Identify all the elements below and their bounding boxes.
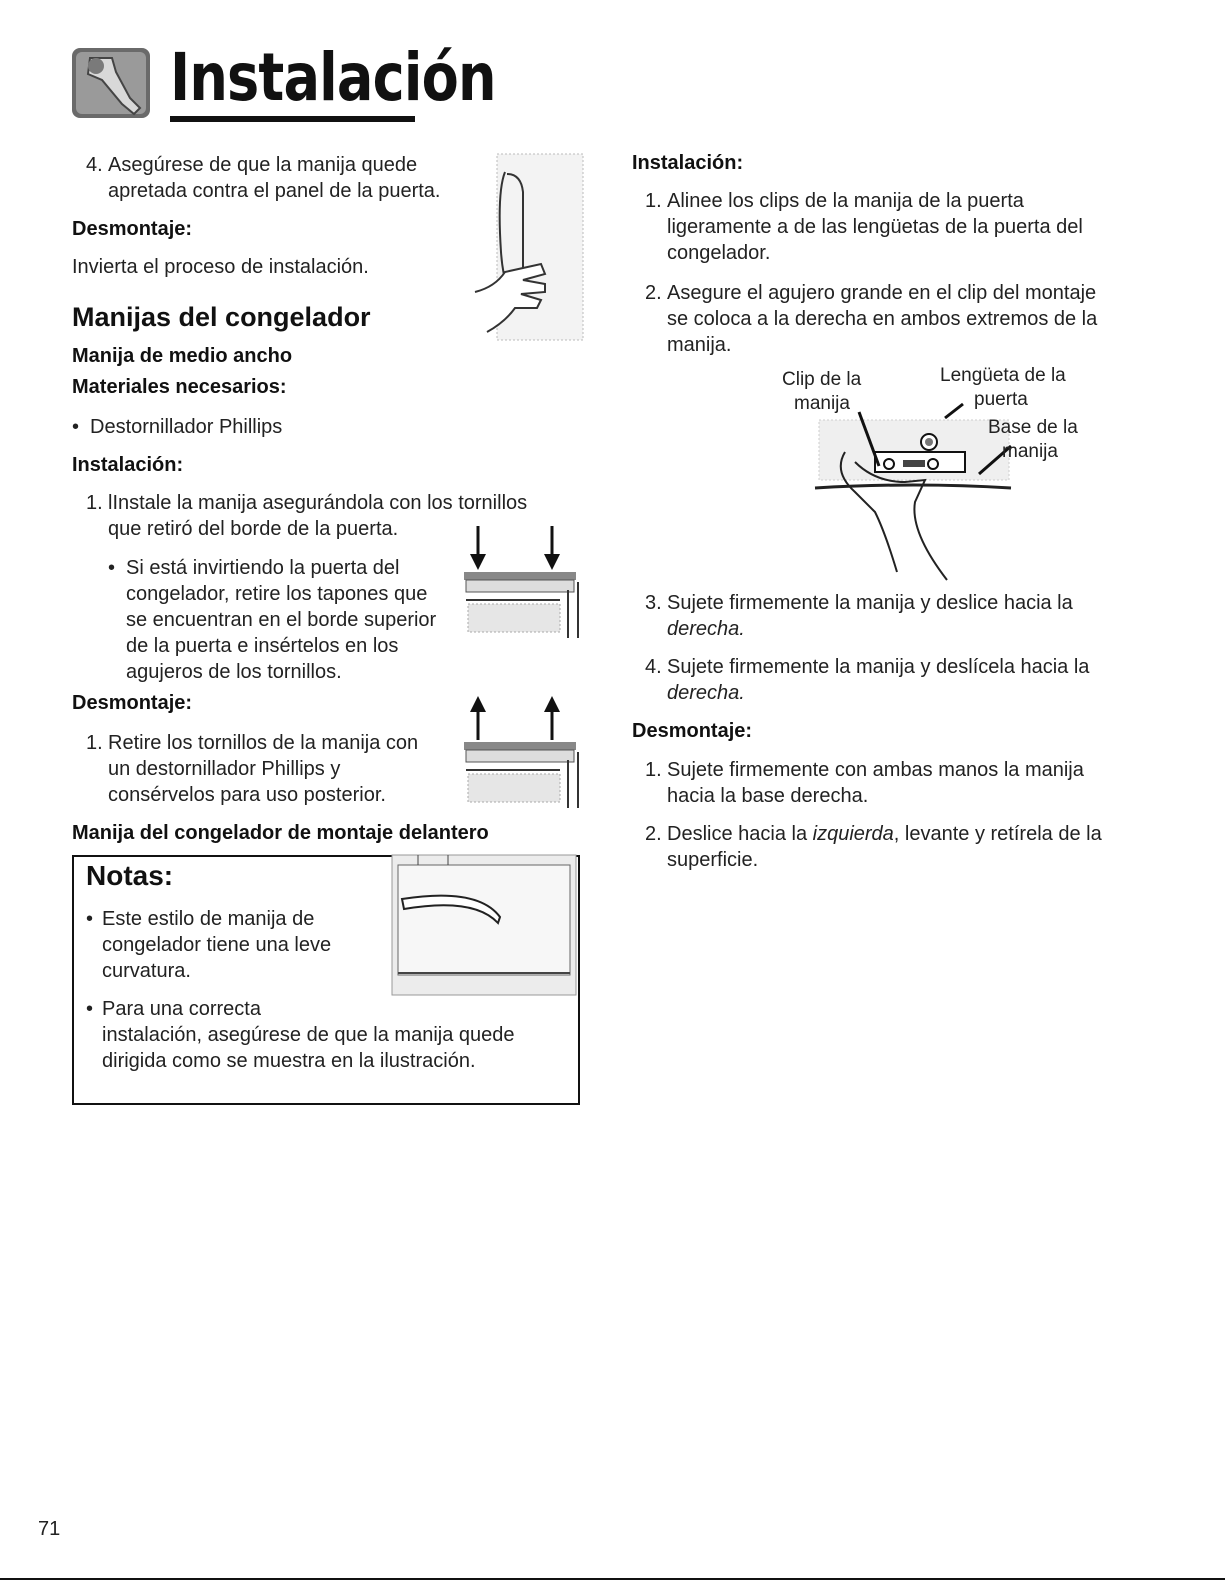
left-desmontaje-step-1: 1. Retire los tornillos de la manija con un destornillador Phillips y consérvelos para uso posterior. [86,732,419,806]
instalacion-heading-left: Instalación: [72,454,184,476]
right-desmontaje-step-2: 2. Deslice hacia la izquierda, levante y retírela de la superficie. [645,823,1102,871]
left-step-4: 4. Asegúrese de que la manija quede apretada contra el panel de la puerta. [86,154,441,202]
bottom-rule [0,1578,1225,1580]
wrench-icon [72,44,162,124]
label-clip: Clip de la manija [782,369,862,414]
notes-bullet-1: • Este estilo de manija de congelador tiene una leve curvatura. [86,908,332,982]
screw-install-illustration [460,520,585,640]
right-install-step-2: 2. Asegure el agujero grande en el clip del montaje se coloca a la derecha en ambos extremos de la manija. [645,282,1098,356]
subheading-half-width: Manija de medio ancho [72,345,293,367]
screw-remove-illustration [460,690,585,810]
label-handle-base: Base de la manija [988,417,1078,462]
page-title: Instalación [170,39,496,116]
left-install-step-1: 1. lInstale la manija asegurándola con los tornillos que retiró del borde de la puerta. [86,492,528,540]
door-handle-illustration [475,152,585,342]
right-desmontaje-step-1: 1. Sujete firmemente con ambas manos la manija hacia la base derecha. [645,759,1084,807]
desmontaje-heading-right: Desmontaje: [632,720,753,742]
desmontaje-heading-2: Desmontaje: [72,692,193,714]
left-install-bullet: • Si está invirtiendo la puerta del congelador, retire los tapones que se encuentran en el borde superior de la puerta e insértelos en los agujeros de los tornillos. [108,557,437,683]
page-number: 71 [38,1518,61,1540]
notes-bullet-2: • Para una correcta instalación, asegúrese de que la manija quede dirigida como se muestra en la ilustración. [86,998,515,1072]
materials-list-item: • Destornillador Phillips [72,416,283,438]
right-install-step-3: 3. Sujete firmemente la manija y deslice hacia la derecha. [645,592,1073,640]
desmontaje-text: Invierta el proceso de instalación. [72,256,369,278]
notes-title: Notas: [86,860,174,891]
right-install-step-1: 1. Alinee los clips de la manija de la puerta ligeramente a de las lengüetas de la puerta del congelador. [645,190,1083,264]
desmontaje-heading: Desmontaje: [72,218,193,240]
label-door-tab: Lengüeta de la puerta [940,365,1066,410]
title-underline [170,116,415,122]
handle-clip-illustration [815,412,1015,582]
right-install-step-4: 4. Sujete firmemente la manija y deslícela hacia la derecha. [645,656,1090,704]
subheading-front-mount: Manija del congelador de montaje delantero [72,822,489,844]
materials-heading: Materiales necesarios: [72,376,287,398]
freezer-drawer-illustration [388,853,578,998]
section-title-freezer-handles: Manijas del congelador [72,302,371,332]
instalacion-heading-right: Instalación: [632,152,744,174]
